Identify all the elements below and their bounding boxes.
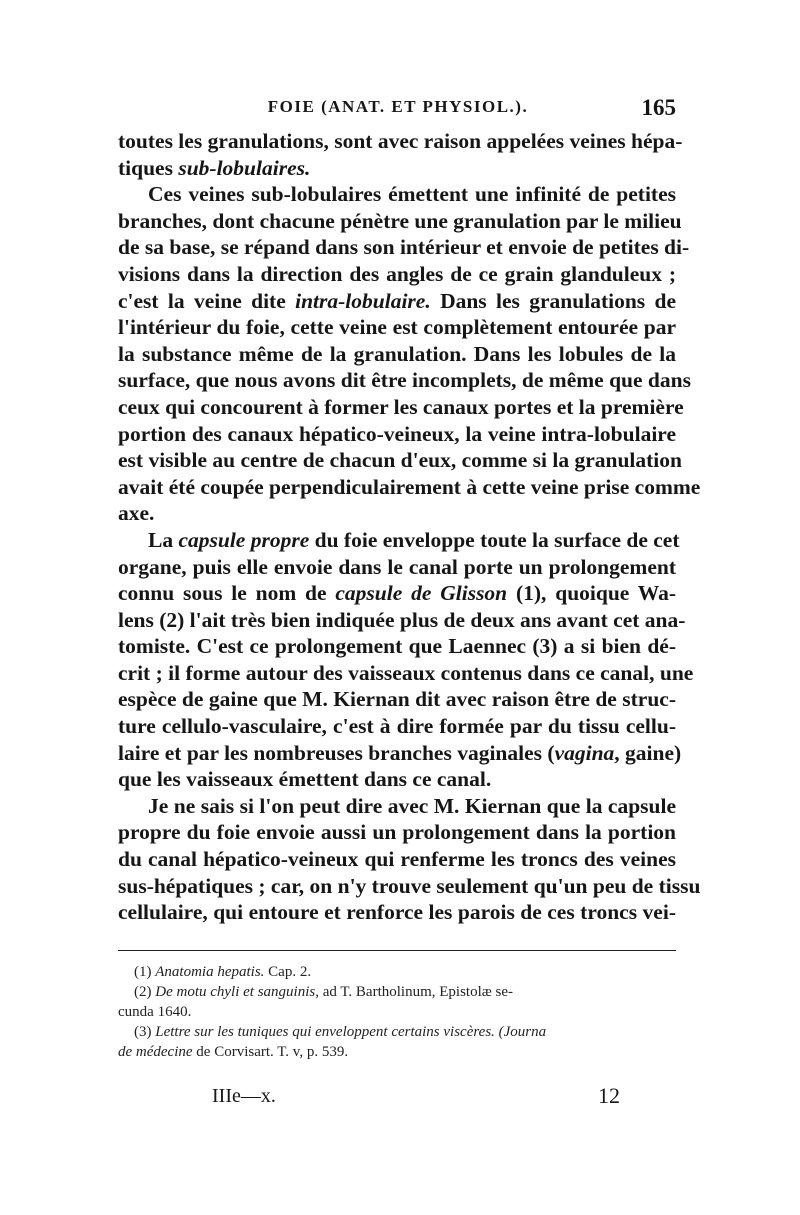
text-line: portion des canaux hépatico-veineux, la veine intra-lobulaire (118, 421, 676, 446)
text-line: axe. (118, 501, 155, 526)
text-line: l'intérieur du foie, cette veine est complètement entourée par (118, 315, 676, 340)
text-line: ceux qui concourent à former les canaux portes et la première (118, 394, 684, 419)
footnote-2-continued: cunda 1640. (118, 1004, 192, 1020)
text-line: du canal hépatico-veineux qui renferme les troncs des veines (118, 847, 676, 872)
text-line: est visible au centre de chacun d'eux, comme si la granulation (118, 448, 682, 473)
body-text (118, 128, 701, 926)
text-line: lens (2) l'ait très bien indiquée plus de deux ans avant cet ana- (118, 607, 686, 632)
text-line: organe, puis elle envoie dans le canal porte un prolongement (118, 554, 676, 579)
text-line: toutes les granulations, sont avec raison appelées veines hépa- (118, 129, 683, 153)
paragraph-start: La capsule propre du foie enveloppe toute la surface de cet (148, 527, 680, 552)
paragraph-start: Ces veines sub-lobulaires émettent une infinité de petites (148, 182, 676, 207)
text-line: sus-hépatiques ; car, on n'y trouve seulement qu'un peu de tissu (118, 873, 701, 898)
footnote-2: (2) De motu chyli et sanguinis, ad T. Bartholinum, Epistolæ se- (134, 984, 513, 1000)
text-line: ture cellulo-vasculaire, c'est à dire formée par du tissu cellu- (118, 714, 676, 739)
footnote-divider (118, 950, 676, 951)
text-line: laire et par les nombreuses branches vaginales (vagina, gaine) (118, 740, 682, 765)
text-line: tomiste. C'est ce prolongement que Laennec (3) a si bien dé- (118, 634, 676, 659)
page-header (118, 97, 678, 125)
footnote-3-continued: de médecine de Corvisart. T. v, p. 539. (118, 1044, 349, 1060)
text-line: tiques sub-lobulaires. (118, 155, 311, 180)
text-line: la substance même de la granulation. Dans les lobules de la (118, 341, 676, 366)
page-number: 165 (641, 95, 676, 120)
italic-term: capsule propre (178, 527, 310, 552)
text-line: propre du foie envoie aussi un prolongement dans la portion (118, 820, 676, 845)
footnote-3: (3) Lettre sur les tuniques qui enveloppent certains viscères. (Journa (134, 1024, 547, 1040)
text-line: branches, dont chacune pénètre une granulation par le milieu (118, 208, 682, 233)
text-line: de sa base, se répand dans son intérieur et envoie de petites di- (118, 235, 690, 260)
italic-term: vagina (554, 740, 615, 765)
paragraph-start: Je ne sais si l'on peut dire avec M. Kiernan que la capsule (148, 793, 676, 818)
text-line: avait été coupée perpendiculairement à cette veine prise comme (118, 474, 701, 499)
text-line: c'est la veine dite intra-lobulaire. Dans les granulations de (118, 288, 676, 313)
text-line: cellulaire, qui entoure et renforce les parois de ces troncs vei- (118, 900, 676, 925)
italic-term: sub-lobulaires. (178, 155, 311, 180)
text-line: que les vaisseaux émettent dans ce canal. (118, 767, 492, 792)
running-head: FOIE (ANAT. ET PHYSIOL.). (267, 97, 529, 116)
footnote-1: (1) Anatomia hepatis. Cap. 2. (134, 964, 312, 980)
italic-term: capsule de Glisson (335, 581, 508, 606)
text-line: visions dans la direction des angles de ce grain glanduleux ; (118, 261, 676, 286)
signature-mark: IIIe—x. (212, 1085, 276, 1107)
footnotes (118, 962, 676, 1062)
text-line: crit ; il forme autour des vaisseaux contenus dans ce canal, une (118, 660, 694, 685)
signature-number: 12 (598, 1083, 620, 1108)
text-line: espèce de gaine que M. Kiernan dit avec raison être de struc- (118, 687, 676, 712)
text-line: surface, que nous avons dit être incomplets, de même que dans (118, 368, 691, 393)
italic-term: intra-lobulaire. (295, 288, 431, 313)
text-line: connu sous le nom de capsule de Glisson (1), quoique Wa- (118, 581, 676, 606)
